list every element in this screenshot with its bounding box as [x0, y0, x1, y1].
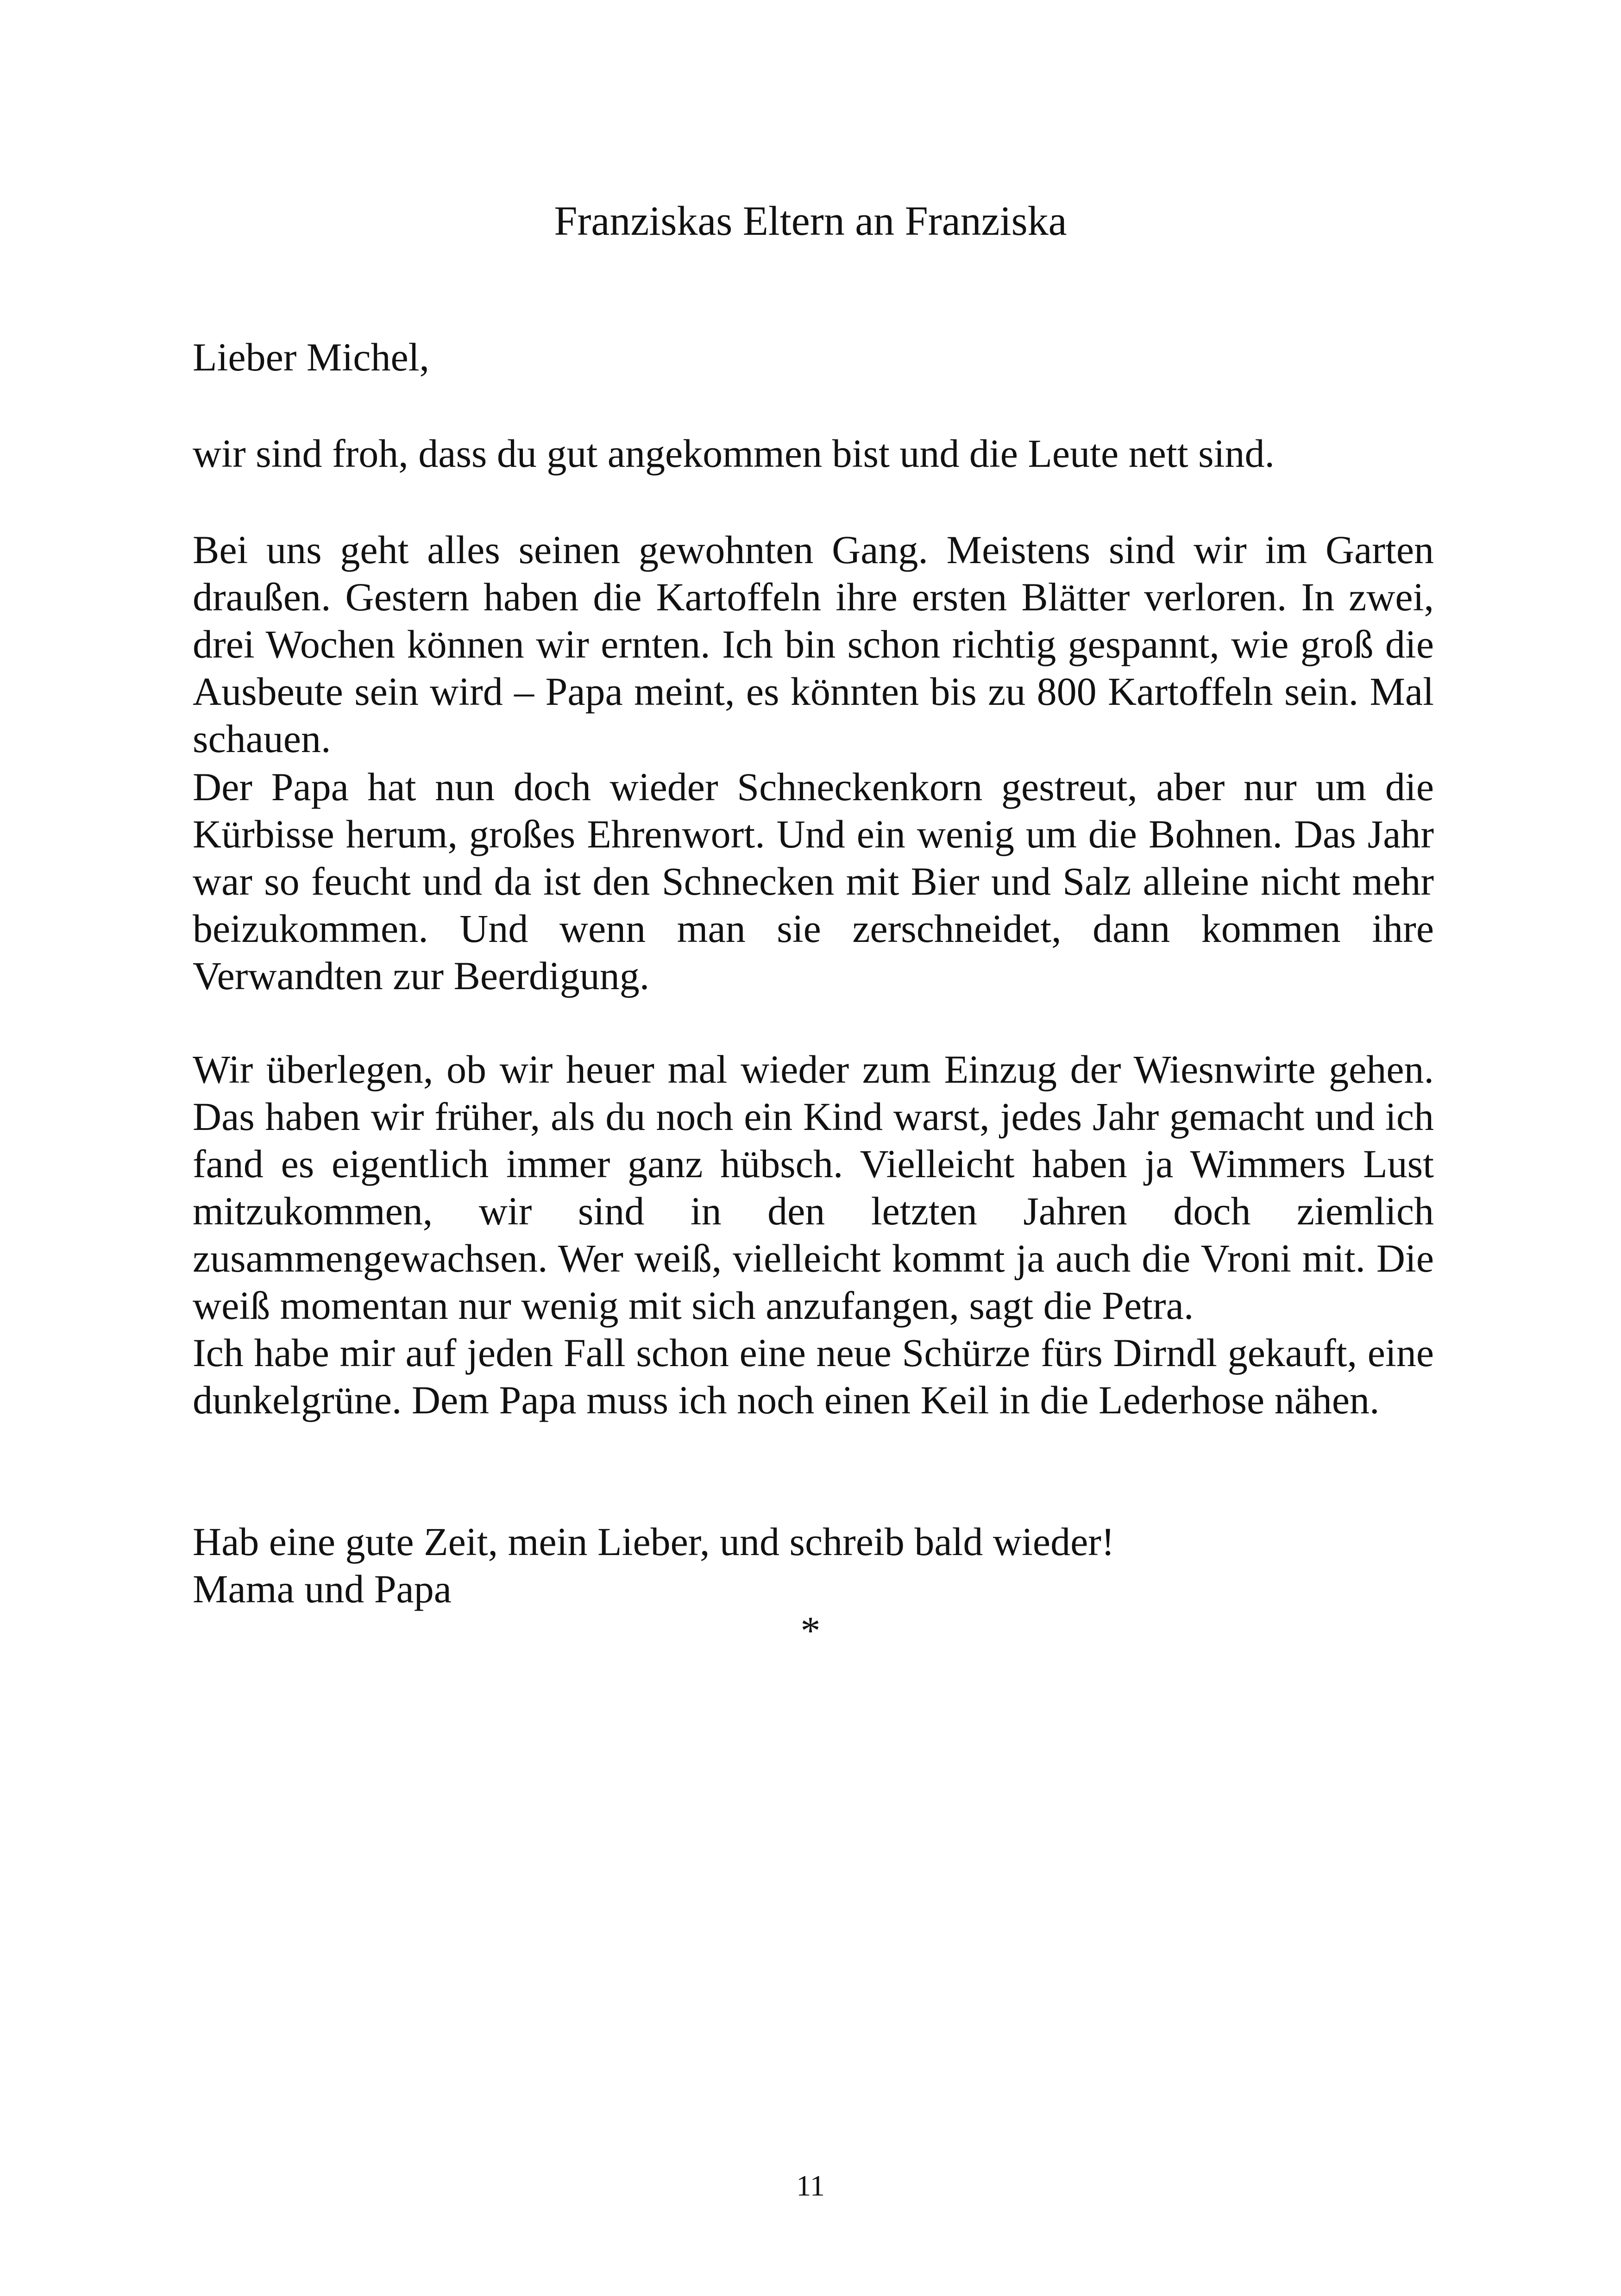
page-title: Franziskas Eltern an Franziska [554, 198, 1067, 244]
paragraph-1: wir sind froh, dass du gut angekommen bist und die Leute nett sind. [193, 431, 1275, 476]
signature: Mama und Papa [193, 1567, 452, 1611]
paragraph-3: Der Papa hat nun doch wieder Schneckenkorn gestreut, aber nur um die Kürbisse herum, großes Ehrenwort. Und ein wenig um die Bohnen. Das Jahr war so feucht und da ist den Schnecken mit Bier und Salz alleine nicht mehr beizukommen. Und wenn man sie zerschneidet, dann kommen ihre Verwandten zur Beerdigung. [193, 765, 1434, 998]
closing-line: Hab eine gute Zeit, mein Lieber, und schreib bald wieder! [193, 1519, 1115, 1564]
salutation: Lieber Michel, [193, 335, 430, 379]
section-separator: * [800, 1608, 821, 1653]
paragraph-2: Bei uns geht alles seinen gewohnten Gang. Meistens sind wir im Garten draußen. Gestern haben die Kartoffeln ihre ersten Blätter verloren. In zwei, drei Wochen können wir ernten. Ich bin schon richtig gespannt, wie groß die Ausbeute sein wird – Papa meint, es könnten bis zu 800 Kartoffeln sein. Mal schauen. [193, 527, 1434, 761]
paragraph-5: Ich habe mir auf jeden Fall schon eine neue Schürze fürs Dirndl gekauft, eine dunkelgrüne. Dem Papa muss ich noch einen Keil in die Lederhose nähen. [193, 1330, 1434, 1422]
paragraph-4: Wir überlegen, ob wir heuer mal wieder zum Einzug der Wiesnwirte gehen. Das haben wir früher, als du noch ein Kind warst, jedes Jahr gemacht und ich fand es eigentlich immer ganz hübsch. Vielleicht haben ja Wimmers Lust mitzukommen, wir sind in den letzten Jahren doch ziemlich zusammengewachsen. Wer weiß, vielleicht kommt ja auch die Vroni mit. Die weiß momentan nur wenig mit sich anzufangen, sagt die Petra. [193, 1047, 1434, 1328]
page-number: 11 [796, 2169, 825, 2202]
